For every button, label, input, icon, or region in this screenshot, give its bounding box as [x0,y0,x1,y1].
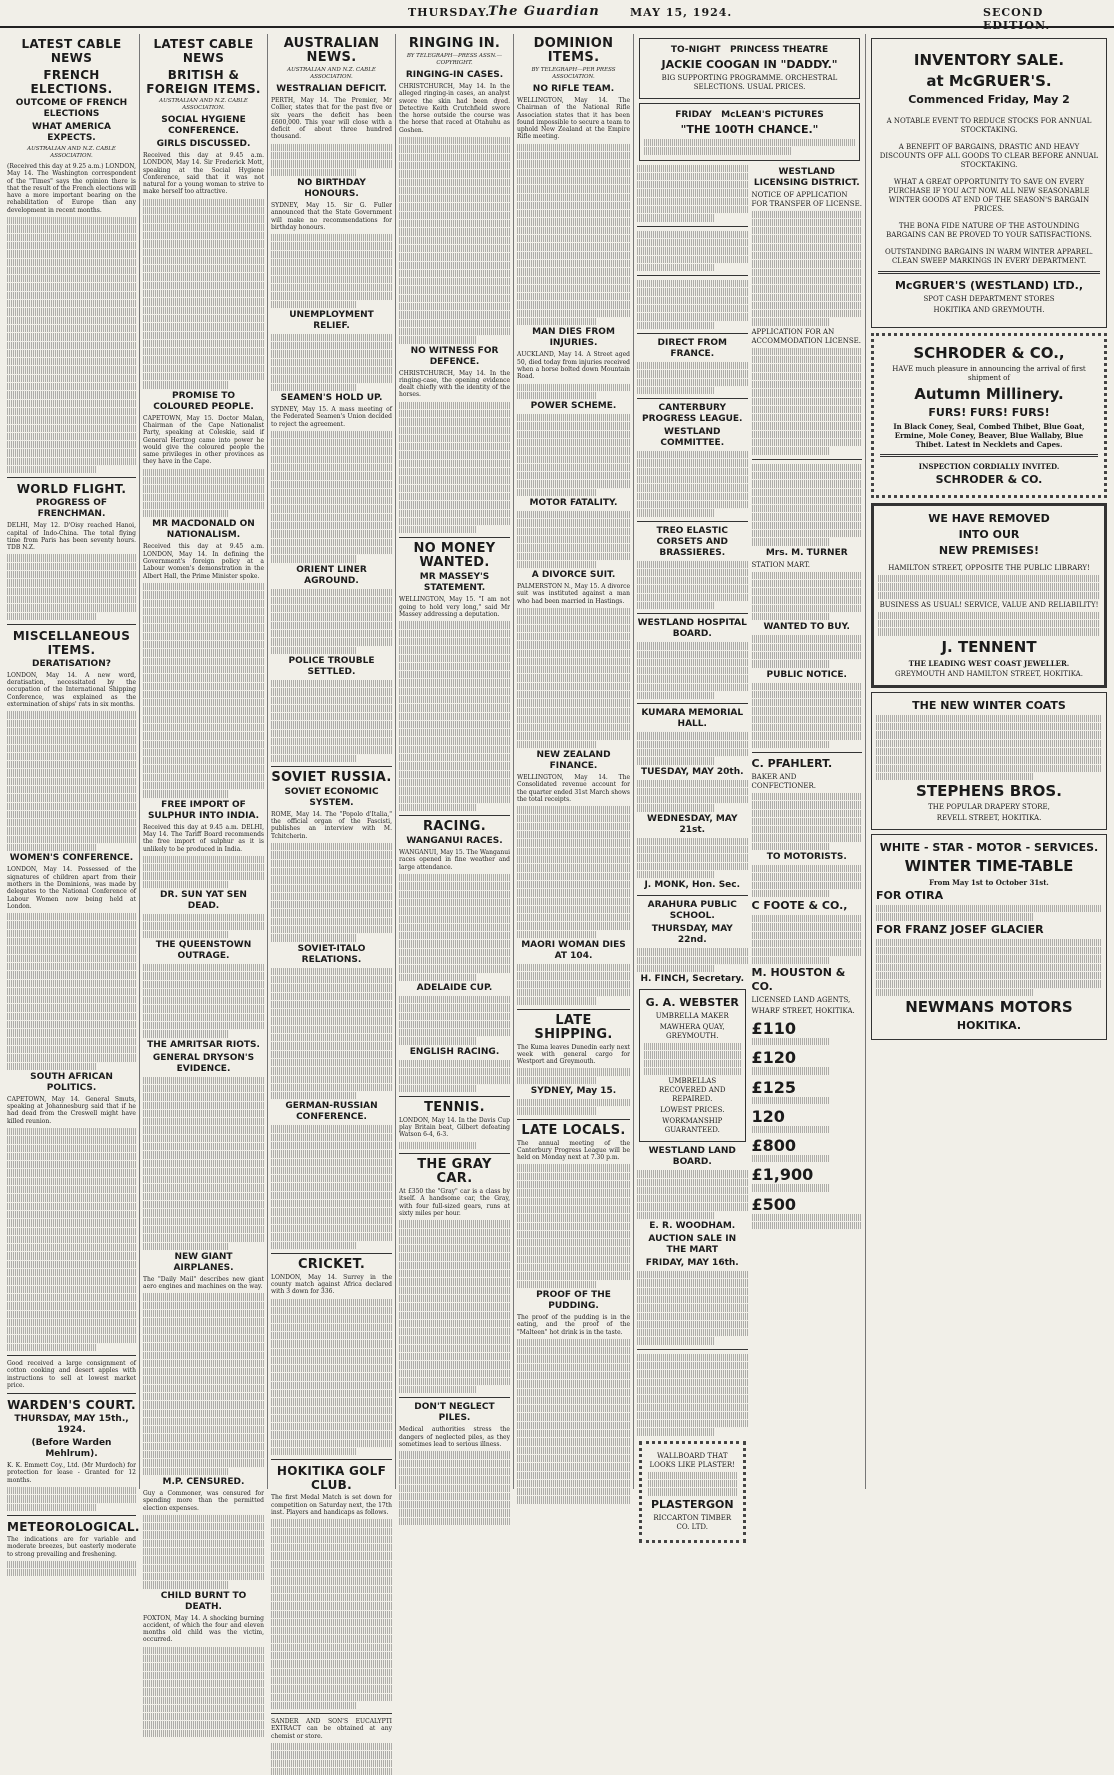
col1-para4: LONDON, May 14. Possessed of the signatures of children apart from their mothers in the Dominions, was made by delegates to the National Conference of Labour Women now being held at London. [7,866,136,910]
ad-furs-list: In Black Coney, Seal, Combed Thibet, Blue Goat, Ermine, Mole Coney, Beaver, Blue Wallaby, Blue Thibet. Latest in Necklets and Capes. [893,422,1085,449]
col5-para7: The proof of the pudding is in the eating, and the proof of the "Malteen" hot drink is in the taste. [517,1313,630,1336]
col3-para1: PERTH, May 14. The Premier, Mr Collier, states that for the past five or six years the deficit has been £600,000. This year will close with a deficit of about three hundred thousand. [271,97,392,141]
col5-sub8: SYDNEY, May 15. [530,1085,617,1096]
col1-source: AUSTRALIAN AND N.Z. CABLE ASSOCIATION. [27,146,116,159]
col3-sub7: SOVIET ECONOMIC SYSTEM. [284,786,379,808]
col5-sub7: MAORI WOMAN DIES AT 104. [521,940,626,962]
col5-sub5: A DIVORCE SUIT. [531,570,616,581]
ad-wharf-street: WHARF STREET, HOKITIKA. [751,1006,855,1015]
classifieds-right [752,165,863,1548]
ad-woodham: E. R. WOODHAM. [649,1221,736,1232]
col1-para5: CAPETOWN, May 14. General Smuts, speaking at Johannesburg said that if he had dead from the Creswell might have killed reunion. [7,1095,136,1125]
ad-100th-chance: "THE 100TH CHANCE." [680,123,819,136]
col2-sub9: GENERAL DRYSON'S EVIDENCE. [152,1052,255,1074]
col3-para6: The first Medal Match is set down for competition on Saturday next, the 17th inst. Players and handicaps as follows. [271,1494,392,1516]
col3-para5: LONDON, May 14. Surrey in the county match against Africa declared with 3 down for 336. [271,1273,392,1296]
col5-sub9: PROOF OF THE PUDDING. [536,1289,611,1311]
col5-para6: The annual meeting of the Canterbury Progress League will be held on Monday next at 7.30 p.m. [517,1139,630,1162]
col1-heading-misc: MISCELLANEOUS ITEMS. [12,628,131,657]
col1-heading-world-flight: WORLD FLIGHT. [16,482,127,497]
col1-sub1: OUTCOME OF FRENCH ELECTIONS [15,98,128,119]
col1-sub5: WOMEN'S CONFERENCE. [9,853,134,864]
col2-heading: LATEST CABLE NEWS [153,37,254,65]
col2-para6: Guy a Commoner, was censured for spending more than the permitted election expenses. [143,1489,264,1512]
masthead-date: MAY 15, 1924. [630,6,733,19]
col1-sub7: THURSDAY, MAY 15th., 1924. [14,1414,129,1436]
ad-for-otira: FOR OTIRA [876,889,944,903]
col4-para7: Medical authorities stress the dangers of neglected piles, as they sometimes lead to serious illness. [399,1426,510,1449]
ad-turner: Mrs. M. TURNER [765,547,848,558]
col1-sub2: WHAT AMERICA EXPECTS. [32,122,111,143]
ad-tennent-jeweller: THE LEADING WEST COAST JEWELLER. [908,658,1070,668]
ad-commenced: Commenced Friday, May 2 [908,93,1070,106]
ad-new-premises: NEW PREMISES! [938,544,1040,557]
ad-stephens-bros [871,692,1107,830]
col3-para2: SYDNEY, May 15. Sir G. Fuller announced that the State Government will make no recommendations for birthday honours. [271,201,392,231]
col3-heading: AUSTRALIAN NEWS. [283,36,380,65]
price-125: £125 [751,1077,797,1097]
col4-para4: WANGANUI, May 15. The Wanganui races opened in fine weather and large attendance. [399,849,511,871]
col3-heading-golf: HOKITIKA GOLF CLUB. [276,1464,387,1493]
col1-sub8: (Before Warden Mehlrum). [31,1438,112,1460]
col2-sub5: FREE IMPORT OF SULPHUR INTO INDIA. [147,799,260,821]
col5-source: BY TELEGRAPH—PER PRESS ASSOCIATION. [531,67,616,80]
col4-sub5: ADELAIDE CUP. [416,982,493,993]
col4-sub4: WANGANUI RACES. [406,836,503,847]
ad-timetable: WINTER TIME-TABLE [904,857,1074,876]
ad-canterbury-league: CANTERBURY PROGRESS LEAGUE. [642,403,743,425]
ad-hokitika-greymouth: HOKITIKA AND GREYMOUTH. [933,306,1045,314]
col2-sub10: NEW GIANT AIRPLANES. [173,1251,234,1273]
col2-sub2: GIRLS DISCUSSED. [156,139,251,149]
col1-para2: DELHI, May 12. D'Oisy reached Hanoi, capital of Indo-China. The total flying time from Paris has been seventy hours. TDB N.Z. [7,522,136,552]
ad-lowest-prices: LOWEST PRICES. [660,1106,725,1115]
col1-subheading: FRENCH ELECTIONS. [30,68,113,96]
ad-mcgruers-inventory [871,38,1107,328]
ad-newmans-hokitika: HOKITIKA. [956,1018,1022,1032]
ad-hospital-board: WESTLAND HOSPITAL BOARD. [637,618,747,640]
price-110: £110 [751,1018,797,1038]
ad-at-mcgruers: at McGRUER'S. [926,72,1052,90]
col3-sub9: GERMAN-RUSSIAN CONFERENCE. [285,1101,378,1123]
col4-heading-graycar: THE GRAY CAR. [417,1157,492,1187]
ad-wednesday: WEDNESDAY, MAY 21st. [647,813,738,835]
ad-foote: C FOOTE & CO., [751,899,848,913]
ad-pfahlert: C. PFAHLERT. [751,756,833,770]
col5-heading-locals: LATE LOCALS. [521,1122,626,1138]
ad-finch: H. FINCH, Secretary. [640,974,745,985]
ad-for-franz-josef: FOR FRANZ JOSEF GLACIER [876,922,1044,936]
col1-para7: The indications are for variable and moderate breezes, but easterly moderate to strong prevailing and freshening. [7,1535,136,1558]
ad-mcgruers-ltd: McGRUER'S (WESTLAND) LTD., [895,279,1083,292]
col5-para4: WELLINGTON, May 14. The Consolidated revenue account for the quarter ended 31st March shows the total receipts. [517,774,630,803]
ad-plastergon [639,1441,746,1543]
ad-workmanship: WORKMANSHIP GUARANTEED. [662,1117,723,1135]
col2-sub7: THE QUEENSTOWN OUTRAGE. [155,939,252,961]
col4-heading-tennis: TENNIS. [424,1099,485,1115]
ad-auction-sale: AUCTION SALE IN THE MART [648,1234,737,1256]
col5-sub2: MAN DIES FROM INJURIES. [532,327,615,349]
ad-umbrella-maker: UMBRELLA MAKER [655,1012,729,1021]
col2-source: AUSTRALIAN AND N.Z. CABLE ASSOCIATION. [159,98,248,111]
col3-heading-soviet: SOVIET RUSSIA. [271,769,392,785]
ad-princess-theatre [639,38,860,99]
col2-para2: CAPETOWN, May 15. Doctor Malan, Chairman of the Cape Nationalist Party, speaking at Coleskie, said if General Hertzog came into power he would give the coloured people the same privileges in other provinces as they have in the Cape. [143,414,264,466]
col2-para5: The "Daily Mail" describes new giant aero engines and machines on the way. [143,1275,264,1291]
ad-houston: M. HOUSTON & CO. [751,965,846,993]
column-4 [396,34,514,1489]
masthead-title: The Guardian [488,4,600,19]
col1-para3: LONDON, May 14. A new word, deratisation, necessitated by the occupation of the International Shipping Conference, was explained as the extermination of ships' rats in six months. [7,671,136,709]
ad-transfer-license: NOTICE OF APPLICATION FOR TRANSFER OF LICENSE. [751,190,862,208]
col5-heading: DOMINION ITEMS. [533,36,614,65]
col4-sub3: MR MASSEY'S STATEMENT. [419,572,490,594]
col3-sub3: UNEMPLOYMENT RELIEF. [289,309,374,331]
col4-sub7: DON'T NEGLECT PILES. [414,1402,495,1424]
column-1 [4,34,140,1558]
ad-drapery-store: THE POPULAR DRAPERY STORE, [928,803,1050,812]
column-5 [514,34,634,1489]
col5-para5: The Kuma leaves Dunedin early next week with general cargo for Westport and Greymouth. [517,1043,630,1066]
ad-accommodation-license: APPLICATION FOR AN ACCOMMODATION LICENSE. [751,327,862,345]
ad-revell-street: REVELL STREET, HOKITIKA. [936,814,1042,823]
col5-sub4: MOTOR FATALITY. [529,498,618,509]
col1-heading-meteorological: METEOROLOGICAL. [7,1519,140,1534]
col5-heading-shipping: LATE SHIPPING. [534,1012,613,1042]
ad-schroder-footer: SCHRODER & CO. [935,473,1043,486]
ad-notable-event: A NOTABLE EVENT TO REDUCE STOCKS FOR ANNUAL STOCKTAKING. [886,117,1092,134]
col2-para1: Received this day at 9.45 a.m. LONDON, May 14. Sir Frederick Mott, speaking at the Social Hygiene Conference, said that it was not natural for a young woman to strive to make herself too attractive. [143,152,264,196]
ad-kumara-hall: KUMARA MEMORIAL HALL. [641,708,744,730]
col4-heading-racing: RACING. [422,819,487,835]
col4-para2: CHRISTCHURCH, May 14. In the ringing-case, the opening evidence dealt chiefly with the identity of the horses. [399,369,510,399]
col3-sub8: SOVIET-ITALO RELATIONS. [297,943,366,965]
col4-sub1: RINGING-IN CASES. [405,70,504,80]
ad-bona-fide: THE BONA FIDE NATURE OF THE ASTOUNDING BARGAINS CAN BE PROVED TO YOUR SATISFACTIONS. [886,222,1092,239]
col5-sub6: NEW ZEALAND FINANCE. [536,750,611,772]
col2-sub11: M.P. CENSURED. [162,1476,245,1487]
ad-newmans: NEWMANS MOTORS [905,997,1073,1016]
ad-westland-committee: WESTLAND COMMITTEE. [660,427,725,449]
ad-schroder [871,333,1107,498]
ad-autumn-millinery: Autumn Millinery. [914,385,1064,403]
col3-sub4: SEAMEN'S HOLD UP. [280,392,383,403]
col4-heading-money: NO MONEY WANTED. [413,541,496,571]
ad-monk: J. MONK, Hon. Sec. [644,880,741,891]
col2-para4: Received this day at 9.45 a.m. DELHI, May 14. The Tariff Board recommends the free import of sulphur as it is unlikely to be produced in India. [143,823,264,853]
col4-source: BY TELEGRAPH—PRESS ASSN.—COPYRIGHT. [406,53,503,66]
col3-heading-cricket: CRICKET. [297,1256,366,1272]
ad-programme: BIG SUPPORTING PROGRAMME. ORCHESTRAL SELECTIONS. USUAL PRICES. [661,74,838,91]
ad-white-star-name: WHITE - STAR - MOTOR - SERVICES. [879,841,1099,855]
col5-para2: AUCKLAND, May 14. A Street aged 50, died today from injuries received when a horse bolted down Mountain Road. [517,351,630,381]
ad-motorists: TO MOTORISTS. [766,852,847,862]
ad-baker: BAKER AND CONFECTIONER. [751,772,816,790]
ad-tennent-name: J. TENNENT [941,637,1037,656]
ad-plastergon-name: PLASTERGON [650,1497,734,1511]
col5-para3: PALMERSTON N., May 15. A divorce suit was instituted against a man who had been married in Hastings. [517,583,630,605]
ad-furs: FURS! FURS! FURS! [928,406,1050,419]
col3-source: AUSTRALIAN AND N.Z. CABLE ASSOCIATION. [287,67,376,80]
col5-para1: WELLINGTON, May 14. The Chairman of the National Rifle Association states that it has been found impossible to secure a team to uphold New Zealand at the Empire Rifle meeting. [517,97,630,141]
ad-wanted-buy: WANTED TO BUY. [763,622,850,633]
col4-sub2: NO WITNESS FOR DEFENCE. [410,345,499,367]
ad-spot-cash: SPOT CASH DEPARTMENT STORES [923,295,1055,303]
ad-station-mart: STATION MART. [751,560,811,569]
col2-sub12: CHILD BURNT TO DEATH. [160,1590,247,1612]
col3-sub1: WESTRALIAN DEFICIT. [276,84,387,94]
column-3 [268,34,396,1740]
col2-sub6: DR. SUN YAT SEN DEAD. [160,890,247,912]
masthead [0,0,1114,32]
col4-para3: WELLINGTON, May 15. "I am not going to hold very long," said Mr Massey addressing a deputation. [399,596,510,619]
ad-tennent-address: GREYMOUTH AND HAMILTON STREET, HOKITIKA. [895,669,1083,678]
col4-heading: RINGING IN. [408,36,501,51]
ad-tuesday: TUESDAY, MAY 20th. [640,766,744,777]
col1-sub4: DERATISATION? [32,658,111,669]
ad-land-board: WESTLAND LAND BOARD. [648,1146,736,1168]
col3-note: SANDER AND SON'S EUCALYPTI EXTRACT can be obtained at any chemist or store. [271,1718,392,1740]
ad-mawhera-quay: MAWHERA QUAY, GREYMOUTH. [659,1023,725,1041]
ad-schroder-name: SCHRODER & CO., [913,344,1065,362]
col3-sub5: ORIENT LINER AGROUND. [296,564,367,586]
col1-para1: (Received this day at 9.25 a.m.) LONDON, May 14. The Washington correspondent of the "Times" says the opinion there is that the result of the French elections will have a more important bearing on the rehabilitation of Europe than any development in recent months. [7,163,136,214]
ad-friday: FRIDAY McLEAN'S PICTURES [675,110,824,120]
ad-thursday: THURSDAY, MAY 22nd. [651,924,733,946]
col2-sub3: PROMISE TO COLOURED PEOPLE. [153,390,254,412]
ad-timetable-dates: From May 1st to October 31st. [929,878,1049,888]
ad-outstanding: OUTSTANDING BARGAINS IN WARM WINTER APPAREL. CLEAN SWEEP MARKINGS IN EVERY DEPARTMENT. [884,248,1094,265]
ad-wallboard: WALLBOARD THAT LOOKS LIKE PLASTER! [649,1451,735,1469]
col1-heading-wardens: WARDEN'S COURT. [7,1398,136,1413]
col2-sub1: SOCIAL HYGIENE CONFERENCE. [161,115,246,136]
price-1900: £1,900 [751,1165,814,1185]
ad-public-notice: PUBLIC NOTICE. [766,669,847,680]
ad-tennent [871,503,1107,688]
ad-land-agents: LICENSED LAND AGENTS, [751,995,851,1004]
classifieds-left [637,165,748,1548]
ad-mcleans-pictures [639,103,860,161]
col4-para6: At £350 the "Gray" car is a class by itself. A handsome car, the Gray, with four full-sized gears, runs at sixty miles per hour. [399,1188,510,1217]
price-500: £500 [751,1194,797,1214]
col5-sub1: NO RIFLE TEAM. [532,84,615,94]
ad-white-star [871,834,1107,1040]
ad-tonight: TO-NIGHT PRINCESS THEATRE [670,45,829,55]
price-120: £120 [751,1048,797,1068]
ad-winter-coats: THE NEW WINTER COATS [912,698,1066,712]
col2-sub4: MR MACDONALD ON NATIONALISM. [152,519,255,541]
col2-para3: Received this day at 9.45 a.m. LONDON, May 14. In defining the Government's foreign policy at a Labour women's demonstration in the Albert Hall, the Prime Minister spoke. [143,543,264,580]
col3-para3: SYDNEY, May 15. A mass meeting of the Federated Seamen's Union decided to reject the agreement. [271,405,392,428]
masthead-day: THURSDAY. [408,6,491,19]
col3-sub6: POLICE TROUBLE SETTLED. [288,655,375,677]
col1-sub3: PROGRESS OF FRENCHMAN. [35,498,108,520]
ad-removed: WE HAVE REMOVED [928,512,1050,525]
col2-subheading: BRITISH & FOREIGN ITEMS. [146,68,261,96]
column-2 [140,34,268,1644]
col1-sub6: SOUTH AFRICAN POLITICS. [30,1071,113,1093]
price-800: £800 [751,1136,797,1156]
ad-hamilton-street: HAMILTON STREET, OPPOSITE THE PUBLIC LIBRARY! [888,564,1090,572]
ad-friday-16: FRIDAY, MAY 16th. [645,1258,739,1269]
col2-sub8: THE AMRITSAR RIOTS. [147,1039,260,1050]
ad-schroder-announce: HAVE much pleasure in announcing the arrival of first shipment of [892,365,1086,382]
ad-umbrellas-recovered: UMBRELLAS RECOVERED AND REPAIRED. [658,1077,726,1104]
col3-sub2: NO BIRTHDAY HONOURS. [297,177,366,199]
price-120-acres: 120 [751,1106,785,1126]
col2-para7: FOXTON, May 14. A shocking burning accident, of which the four and eleven months old child was the victim, occurred. [143,1614,264,1644]
ad-inventory-sale: INVENTORY SALE. [913,51,1065,69]
ad-business-usual: BUSINESS AS USUAL! SERVICE, VALUE AND RELIABILITY! [879,600,1099,609]
col4-para1: CHRISTCHURCH, May 14. In the alleged ringing-in cases, an analyst swore the skin had been dyed. Detective Keith Crutchfield swore the horse outside the course was the horse that raced at Otahuhu as Goshen. [399,83,510,134]
ad-direct-france: DIRECT FROM FRANCE. [657,337,727,359]
ad-great-opportunity: WHAT A GREAT OPPORTUNITY TO SAVE ON EVERY PURCHASE IF YOU ACT NOW. ALL NEW SEASONABLE WINTER GOODS AT END OF THE SEASON'S BARGAIN PRICES. [888,178,1090,213]
ad-webster-name: G. A. WEBSTER [645,996,739,1010]
ad-licensing-district: WESTLAND LICENSING DISTRICT. [753,166,860,188]
col1-note: Good received a large consignment of cotton cooking and desert apples with instructions to sell at lowest market price. [7,1360,136,1389]
ad-jackie-coogan: JACKIE COOGAN IN "DADDY." [661,58,838,71]
col1-heading: LATEST CABLE NEWS [21,37,122,65]
col5-sub3: POWER SCHEME. [530,401,617,412]
column-6 [634,34,866,1531]
ad-riccarton: RICCARTON TIMBER CO. LTD. [653,1513,732,1531]
ad-treo-corsets: TREO ELASTIC CORSETS AND BRASSIERES. [656,525,729,558]
col3-para4: ROME, May 14. The "Popolo d'Italia," the official organ of the Fascisti, publishes an interview with M. Tchitcherin. [271,810,392,840]
ad-inspection: INSPECTION CORDIALLY INVITED. [918,462,1060,471]
col4-para5: LONDON, May 14. In the Davis Cup play Britain beat, Gilbert defeating Watson 6-4, 6-3. [399,1116,510,1139]
ad-stephens-name: STEPHENS BROS. [916,782,1062,801]
ad-arahura-school: ARAHURA PUBLIC SCHOOL. [647,900,737,922]
ad-into-our: INTO OUR [958,528,1020,541]
ad-webster [639,989,746,1142]
col4-sub6: ENGLISH RACING. [409,1046,500,1057]
masthead-edition: SECOND EDITION. [983,6,1051,32]
column-7 [866,34,1112,1489]
col1-para6: K. K. Emmett Coy., Ltd. (Mr Murdoch) for protection for lease - Granted for 12 months. [7,1462,136,1484]
ad-benefit-bargains: A BENEFIT OF BARGAINS, DRASTIC AND HEAVY DISCOUNTS OFF ALL GOODS TO CLEAR BEFORE ANNUAL STOCKTAKING. [879,143,1099,169]
